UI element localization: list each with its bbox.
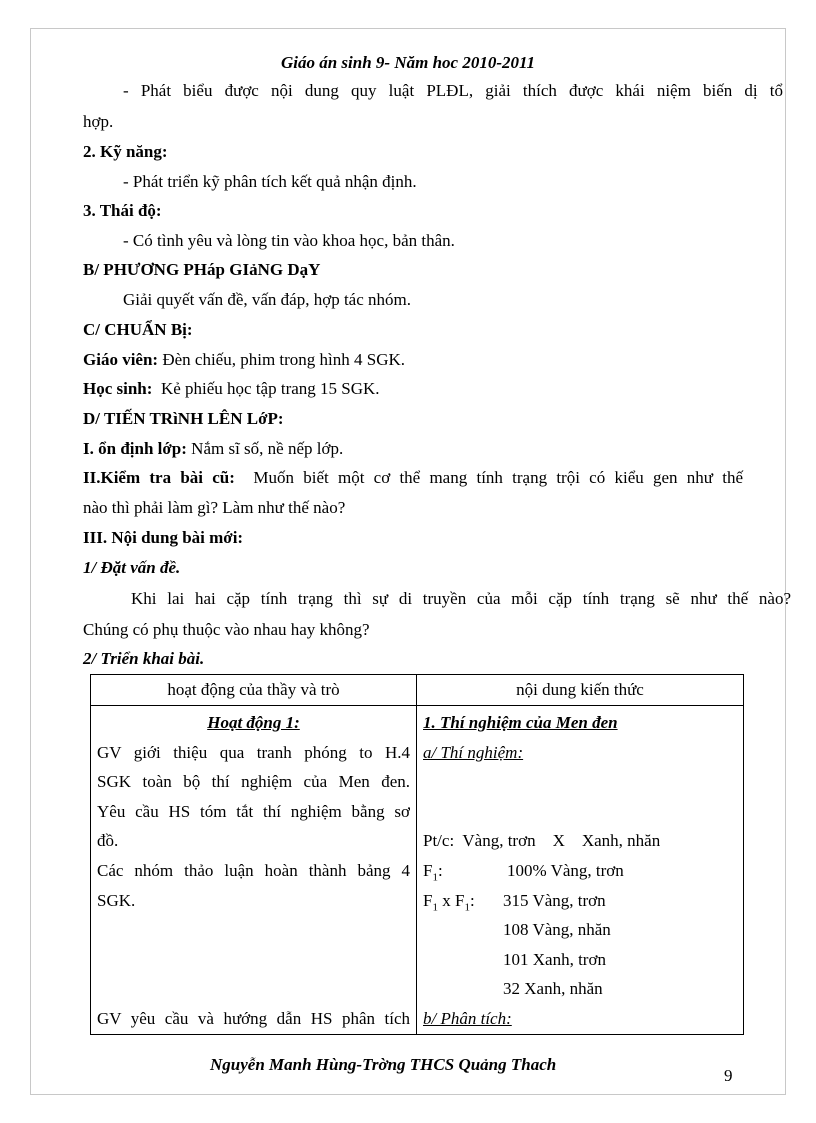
- intro-line-1: - Phát biểu được nội dung quy luật PLĐL, giải thích được khái niệm biến dị tổ: [123, 81, 783, 100]
- problem-text-2: Chúng có phụ thuộc vào nhau hay không?: [83, 620, 370, 639]
- methods-text: Giải quyết vấn đề, vấn đáp, hợp tác nhóm.: [123, 290, 411, 309]
- activity-line: SGK.: [97, 890, 136, 910]
- intro-line-2: hợp.: [83, 112, 114, 131]
- sub-heading-b: b/ Phân tích:: [423, 1008, 512, 1028]
- parents-line: Pt/c: Vàng, trơn X Xanh, nhăn: [423, 831, 661, 851]
- check-line-2: nào thì phải làm gì? Làm như thế nào?: [83, 498, 346, 517]
- activity-title: Hoạt động 1:: [207, 713, 300, 732]
- col-right-header: nội dung kiến thức: [417, 675, 744, 706]
- student-line: Học sinh: Kẻ phiếu học tập trang 15 SGK.: [83, 379, 380, 398]
- activity-line: GV giới thiệu qua tranh phóng to H.4: [97, 742, 410, 762]
- f1-line: $F_1$: 100% Vàng, trơn: [423, 860, 624, 884]
- activity-spacer: [97, 974, 410, 1004]
- skills-text: - Phát triển kỹ phân tích kết quả nhận định.: [123, 172, 417, 191]
- activity-line: SGK toàn bộ thí nghiệm của Men đen.: [97, 772, 410, 792]
- check-line-1: II.Kiểm tra bài cũ: Muốn biết một cơ thể mang tính trạng trội có kiểu gen như thế: [83, 468, 743, 487]
- page-header: Giáo án sinh 9- Năm hoc 2010-2011: [280, 53, 536, 72]
- activity-line: đồ.: [97, 831, 119, 851]
- sub-heading-a: a/ Thí nghiệm:: [423, 742, 524, 762]
- section-title: 1. Thí nghiệm của Men đen: [423, 713, 618, 732]
- spacer: [423, 797, 737, 827]
- organization-line: I. ổn định lớp: Nắm sĩ số, nề nếp lớp.: [83, 439, 344, 458]
- page-footer: Nguyễn Manh Hùng-Trờng THCS Quảng Thach: [210, 1055, 557, 1074]
- preparation-heading: C/ CHUẨN Bị:: [83, 320, 193, 339]
- activity-line: Các nhóm thảo luận hoàn thành bảng 4: [97, 860, 410, 880]
- procedure-heading: D/ TIẾN TRìNH LÊN LớP:: [83, 409, 284, 428]
- knowledge-cell: [417, 706, 744, 1035]
- content-heading: III. Nội dung bài mới:: [83, 528, 244, 547]
- methods-heading: B/ PHƯƠNG PHáp GIảNG DạY: [83, 260, 321, 279]
- result-line: 108 Vàng, nhăn: [503, 920, 611, 940]
- problem-text-1: Khi lai hai cặp tính trạng thì sự di truyền của mỗi cặp tính trạng sẽ như thế nào?: [131, 589, 791, 608]
- table-header-row: [91, 675, 744, 706]
- spacer: [423, 767, 737, 797]
- lesson-table: [90, 674, 744, 1035]
- col-left-header: hoạt động của thầy và trò: [91, 675, 417, 706]
- result-line: 101 Xanh, trơn: [503, 949, 606, 969]
- problem-heading: 1/ Đặt vấn đề.: [83, 558, 181, 577]
- activities-cell: [91, 706, 417, 1035]
- activity-line: GV yêu cầu và hướng dẫn HS phân tích: [97, 1008, 410, 1028]
- page-number: 9: [724, 1066, 733, 1085]
- table-row: [91, 706, 744, 1035]
- attitude-heading: 3. Thái độ:: [83, 201, 162, 220]
- attitude-text: - Có tình yêu và lòng tin vào khoa học, bản thân.: [123, 231, 455, 250]
- activity-spacer: [97, 945, 410, 975]
- result-line: 32 Xanh, nhăn: [503, 979, 603, 999]
- activity-spacer: [97, 915, 410, 945]
- develop-heading: 2/ Triển khai bài.: [83, 649, 205, 668]
- teacher-line: Giáo viên: Đèn chiếu, phim trong hình 4 SGK.: [83, 350, 406, 369]
- skills-heading: 2. Kỹ năng:: [83, 142, 168, 161]
- activity-line: Yêu cầu HS tóm tắt thí nghiệm bằng sơ: [97, 801, 410, 821]
- f2-line: $F_1$ x $F_1$: 315 Vàng, trơn: [423, 890, 606, 913]
